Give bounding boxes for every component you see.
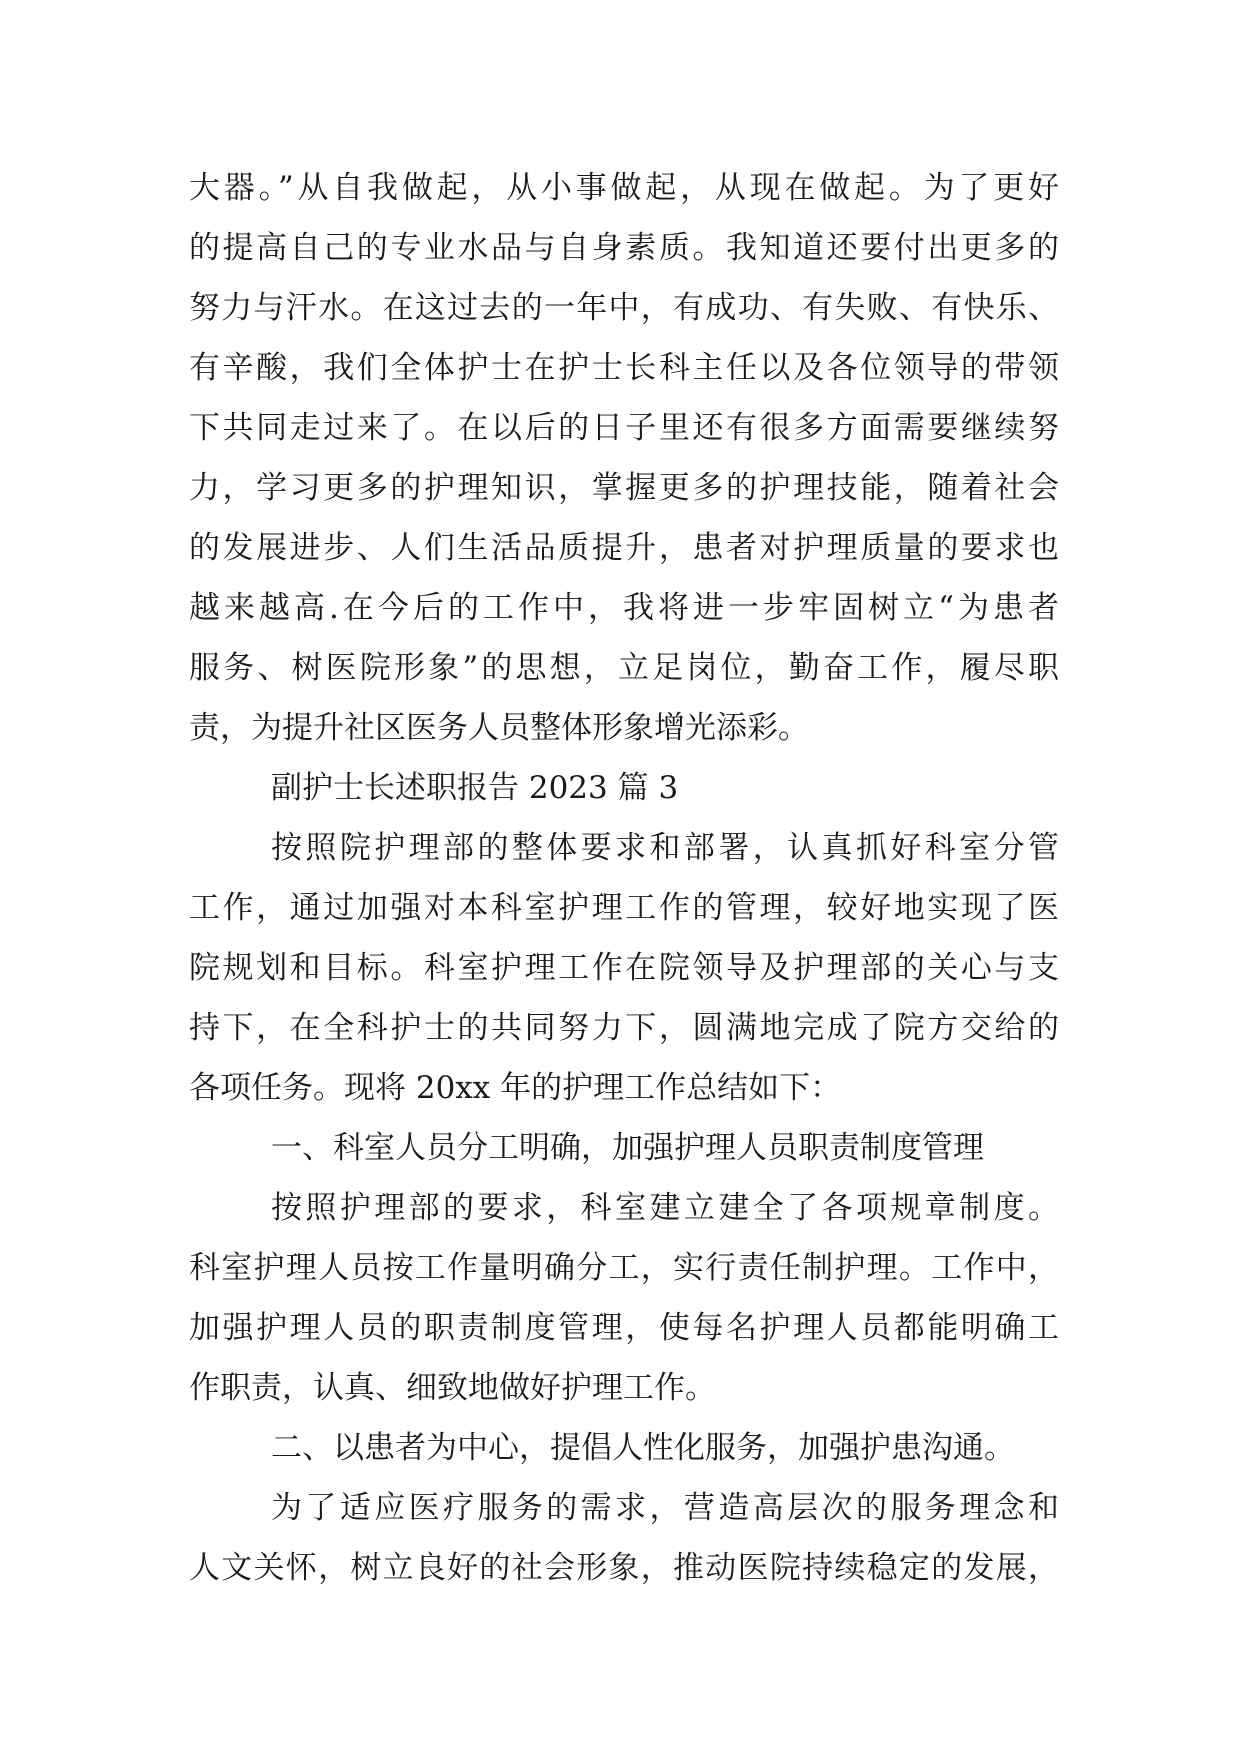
text-line: 工作，通过加强对本科室护理工作的管理，较好地实现了医	[189, 890, 1059, 926]
text-line: 科室护理人员按工作量明确分工，实行责任制护理。工作中，	[189, 1250, 1059, 1286]
text-line: 的发展进步、人们生活品质提升，患者对护理质量的要求也	[189, 530, 1059, 566]
text-line: 作职责，认真、细致地做好护理工作。	[189, 1370, 716, 1406]
document-body	[189, 158, 1059, 1598]
text-line: 大器。”从自我做起，从小事做起，从现在做起。为了更好	[189, 170, 1059, 206]
text-line: 服务、树医院形象”的思想，立足岗位，勤奋工作，履尽职	[189, 650, 1059, 686]
text-line: 努力与汗水。在这过去的一年中，有成功、有失败、有快乐、	[189, 290, 1059, 326]
text-line: 二、以患者为中心，提倡人性化服务，加强护患沟通。	[271, 1430, 1015, 1466]
text-line: 责，为提升社区医务人员整体形象增光添彩。	[189, 710, 809, 746]
text-line: 为了适应医疗服务的需求，营造高层次的服务理念和	[271, 1490, 1059, 1526]
text-line: 加强护理人员的职责制度管理，使每名护理人员都能明确工	[189, 1310, 1059, 1346]
text-line: 各项任务。现将 20xx 年的护理工作总结如下：	[189, 1070, 842, 1106]
text-line: 副护士长述职报告 2023 篇 3	[271, 770, 679, 806]
text-line: 按照院护理部的整体要求和部署，认真抓好科室分管	[271, 830, 1059, 866]
text-line: 一、科室人员分工明确，加强护理人员职责制度管理	[271, 1130, 984, 1166]
text-line: 持下，在全科护士的共同努力下，圆满地完成了院方交给的	[189, 1010, 1059, 1046]
text-line: 力，学习更多的护理知识，掌握更多的护理技能，随着社会	[189, 470, 1059, 506]
text-line: 按照护理部的要求，科室建立建全了各项规章制度。	[271, 1190, 1059, 1226]
text-line: 人文关怀，树立良好的社会形象，推动医院持续稳定的发展，	[189, 1550, 1059, 1586]
text-line: 下共同走过来了。在以后的日子里还有很多方面需要继续努	[189, 410, 1059, 446]
text-line: 院规划和目标。科室护理工作在院领导及护理部的关心与支	[189, 950, 1059, 986]
text-line: 的提高自己的专业水品与自身素质。我知道还要付出更多的	[189, 230, 1059, 266]
text-line: 有辛酸，我们全体护士在护士长科主任以及各位领导的带领	[189, 350, 1059, 386]
text-line: 越来越高.在今后的工作中，我将进一步牢固树立“为患者	[189, 590, 1059, 626]
